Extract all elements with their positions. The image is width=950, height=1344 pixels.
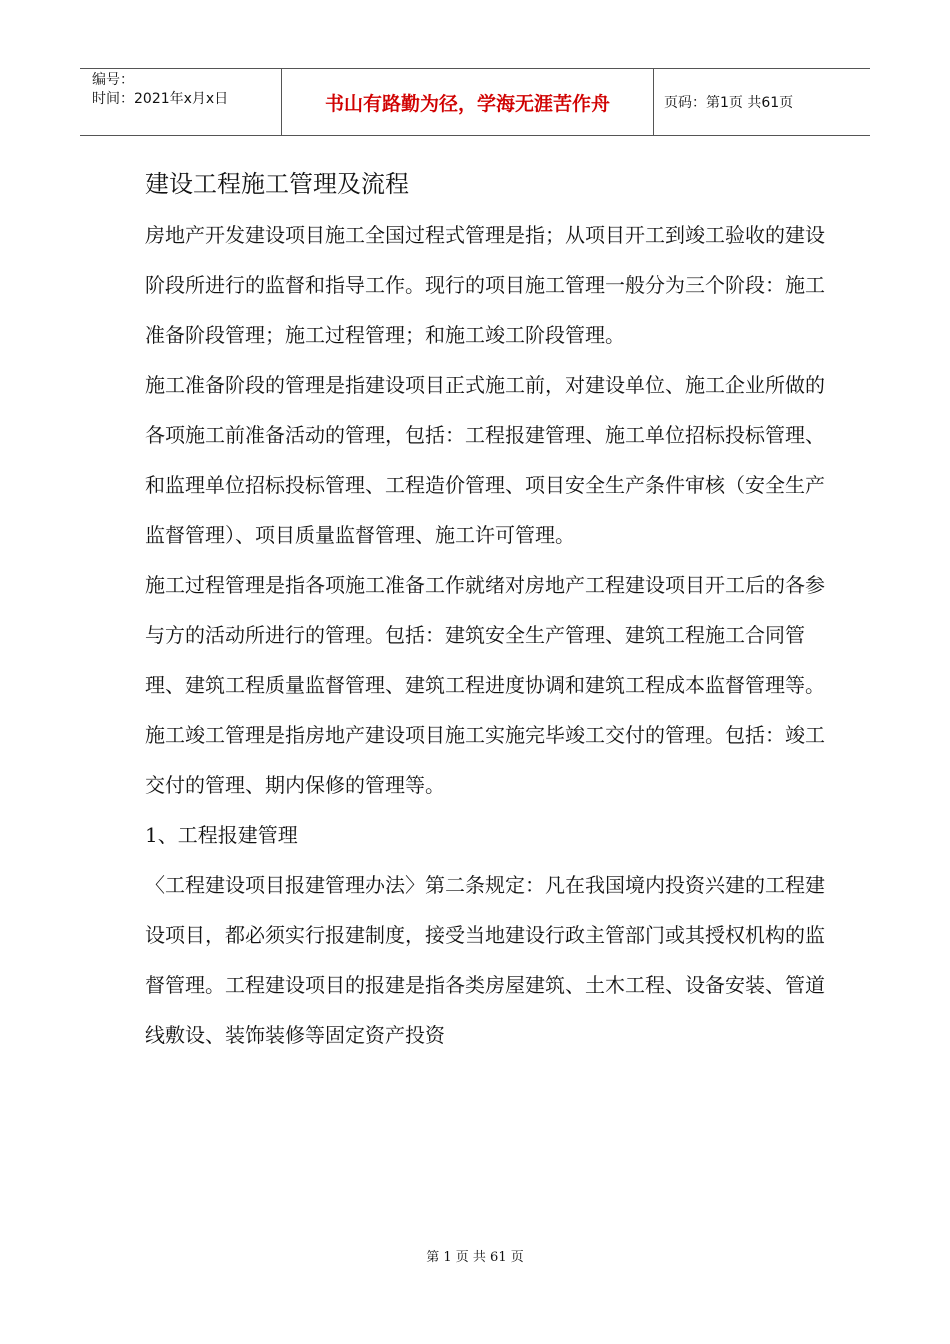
page-footer: 第 1 页 共 61 页	[426, 1250, 524, 1265]
date-label: 时间：2021年x月x日	[92, 91, 229, 107]
document-title: 建设工程施工管理及流程	[145, 170, 409, 198]
header-meta	[80, 69, 282, 135]
paragraph-process: 施工过程管理是指各项施工准备工作就绪对房地产工程建设项目开工后的各参与方的活动所进行的管理。包括：建筑安全生产管理、建筑工程施工合同管理、建筑工程质量监督管理、建筑工程进度协调和建筑工程成本监督管理等。	[145, 573, 825, 697]
paragraph-intro: 房地产开发建设项目施工全国过程式管理是指；从项目开工到竣工验收的建设阶段所进行的监督和指导工作。现行的项目施工管理一般分为三个阶段：施工准备阶段管理；施工过程管理；和施工竣工阶段管理。	[145, 223, 825, 347]
paragraph-preparation: 施工准备阶段的管理是指建设项目正式施工前，对建设单位、施工企业所做的各项施工前准备活动的管理，包括：工程报建管理、施工单位招标投标管理、和监理单位招标投标管理、工程造价管理、项目安全生产条件审核（安全生产监督管理）、项目质量监督管理、施工许可管理。	[145, 373, 825, 547]
section-heading: 1、工程报建管理	[145, 823, 298, 847]
document-body	[145, 210, 825, 1060]
header-motto: 书山有路勤为径，学海无涯苦作舟	[282, 69, 654, 135]
document-header	[80, 68, 870, 136]
header-page-info: 页码：第1页 共61页	[664, 95, 794, 111]
paragraph-registration: 〈工程建设项目报建管理办法〉第二条规定：凡在我国境内投资兴建的工程建设项目，都必须实行报建制度，接受当地建设行政主管部门或其授权机构的监督管理。工程建设项目的报建是指各类房屋建筑、土木工程、设备安装、管道线敷设、装饰装修等固定资产投资	[145, 873, 825, 1047]
paragraph-completion: 施工竣工管理是指房地产建设项目施工实施完毕竣工交付的管理。包括：竣工交付的管理、期内保修的管理等。	[145, 723, 825, 797]
number-label: 编号：	[92, 72, 134, 88]
